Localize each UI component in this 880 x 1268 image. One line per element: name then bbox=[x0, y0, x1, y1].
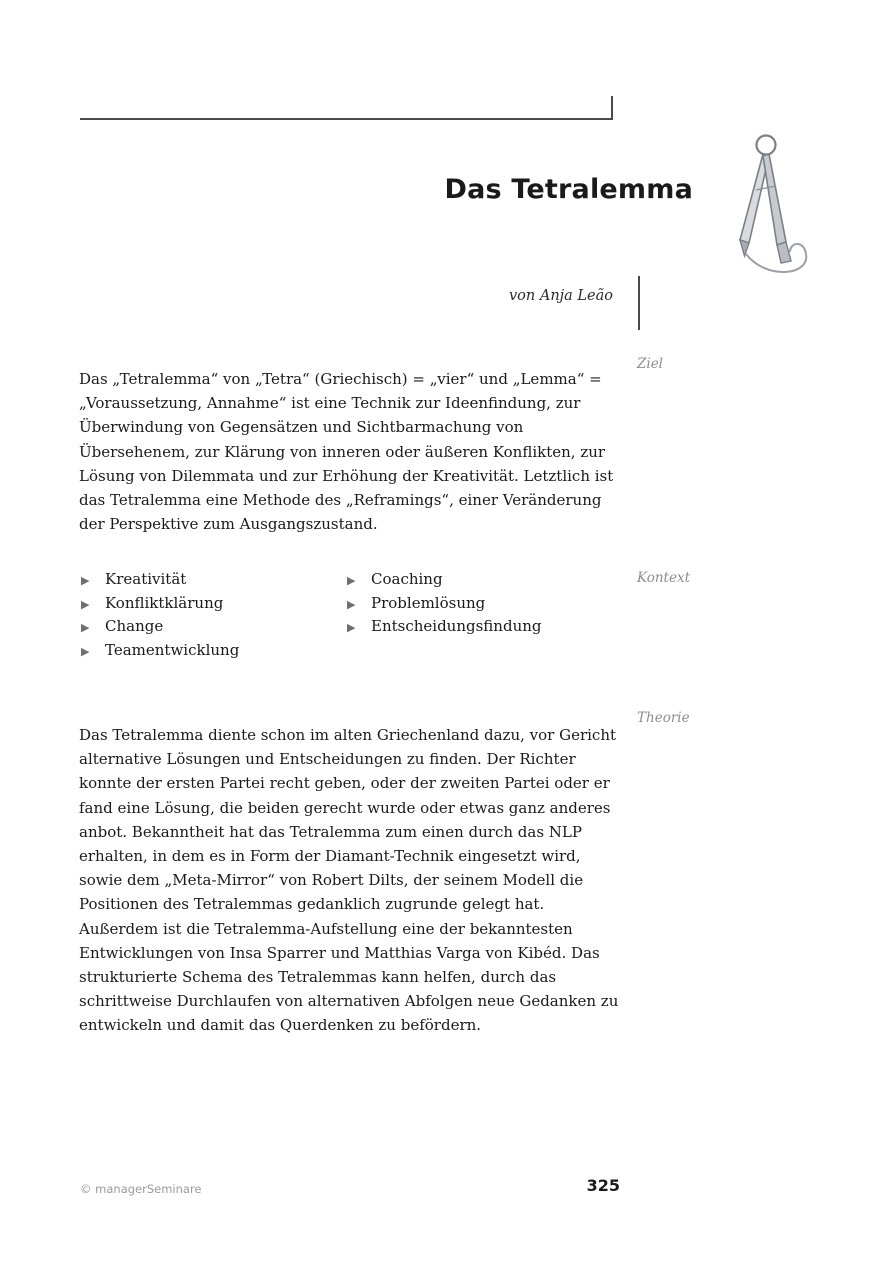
context-bullet-lists bbox=[79, 568, 619, 662]
triangle-bullet-icon: ▶ bbox=[81, 644, 90, 658]
byline-vertical-rule bbox=[638, 276, 640, 330]
triangle-bullet-icon: ▶ bbox=[81, 597, 90, 611]
list-item bbox=[345, 592, 611, 616]
theory-paragraph: Das Tetralemma diente schon im alten Griechenland dazu, vor Gericht alternative Lösungen und Entscheidungen zu finden. Der Richter konnte der ersten Partei recht geben, oder der zweiten Partei oder er fand eine Lösung, die beiden gerecht wurde oder etwas ganz anderes anbot. Bekanntheit hat das Tetralemma zum einen durch das NLP erhalten, in dem es in Form der Diamant-Technik eingesetzt wird, sowie dem „Meta-Mirror“ von Robert Dilts, der seinem Modell die Positionen des Tetralemmas gedanklich zugrunde gelegt hat. Außerdem ist die Tetralemma-Aufstellung eine der bekanntesten Entwicklungen von Insa Sparrer und Matthias Varga von Kibéd. Das strukturierte Schema des Tetralemmas kann helfen, durch das schrittweise Durchlaufen von alternativen Abfolgen neue Gedanken zu entwickeln und damit das Querdenken zu befördern. bbox=[79, 726, 619, 1035]
triangle-bullet-icon: ▶ bbox=[347, 597, 356, 611]
list-item-label: Entscheidungsfindung bbox=[371, 617, 542, 635]
list-item bbox=[345, 615, 611, 639]
list-item-label: Problemlösung bbox=[371, 593, 486, 612]
header-rule-end-tick bbox=[611, 96, 613, 120]
triangle-bullet-icon: ▶ bbox=[347, 621, 356, 634]
list-item bbox=[79, 592, 345, 616]
footer-copyright: © managerSeminare bbox=[80, 1182, 202, 1196]
marginal-note-theory: Theorie bbox=[637, 710, 690, 726]
marginal-note-context: Kontext bbox=[637, 570, 690, 586]
list-item bbox=[79, 639, 345, 663]
list-item-label: Kreativität bbox=[105, 570, 187, 588]
triangle-bullet-icon: ▶ bbox=[347, 574, 356, 587]
list-item bbox=[79, 568, 345, 592]
bullet-column-right bbox=[345, 568, 611, 662]
author-byline: von Anja Leão bbox=[508, 288, 613, 304]
intro-paragraph: Das „Tetralemma“ von „Tetra“ (Griechisch) = „vier“ und „Lemma“ = „Voraussetzung, Annahme“ ist eine Technik zur Ideenfindung, zur Überwindung von Gegensätzen und Sichtbarmachung von Übersehenem, zur Klärung von inneren oder äußeren Konflikten, zur Lösung von Dilemmata und zur Erhöhung der Kreativität. Letztlich ist das Tetralemma eine Methode des „Reframings“, einer Veränderung der Perspektive zum Ausgangszustand. bbox=[79, 370, 614, 534]
compass-icon bbox=[700, 130, 840, 314]
list-item-label: Coaching bbox=[371, 570, 443, 588]
triangle-bullet-icon: ▶ bbox=[81, 621, 90, 634]
list-item bbox=[79, 615, 345, 639]
page-title: Das Tetralemma bbox=[444, 174, 693, 206]
list-item-label: Teamentwicklung bbox=[105, 640, 240, 659]
marginal-note-goal: Ziel bbox=[637, 356, 664, 372]
footer-page-number: 325 bbox=[586, 1176, 620, 1195]
list-item-label: Change bbox=[105, 617, 164, 635]
list-item-label: Konfliktklärung bbox=[105, 593, 224, 612]
triangle-bullet-icon: ▶ bbox=[81, 574, 90, 587]
list-item bbox=[345, 568, 611, 592]
header-horizontal-rule bbox=[80, 118, 613, 120]
bullet-column-left bbox=[79, 568, 345, 662]
